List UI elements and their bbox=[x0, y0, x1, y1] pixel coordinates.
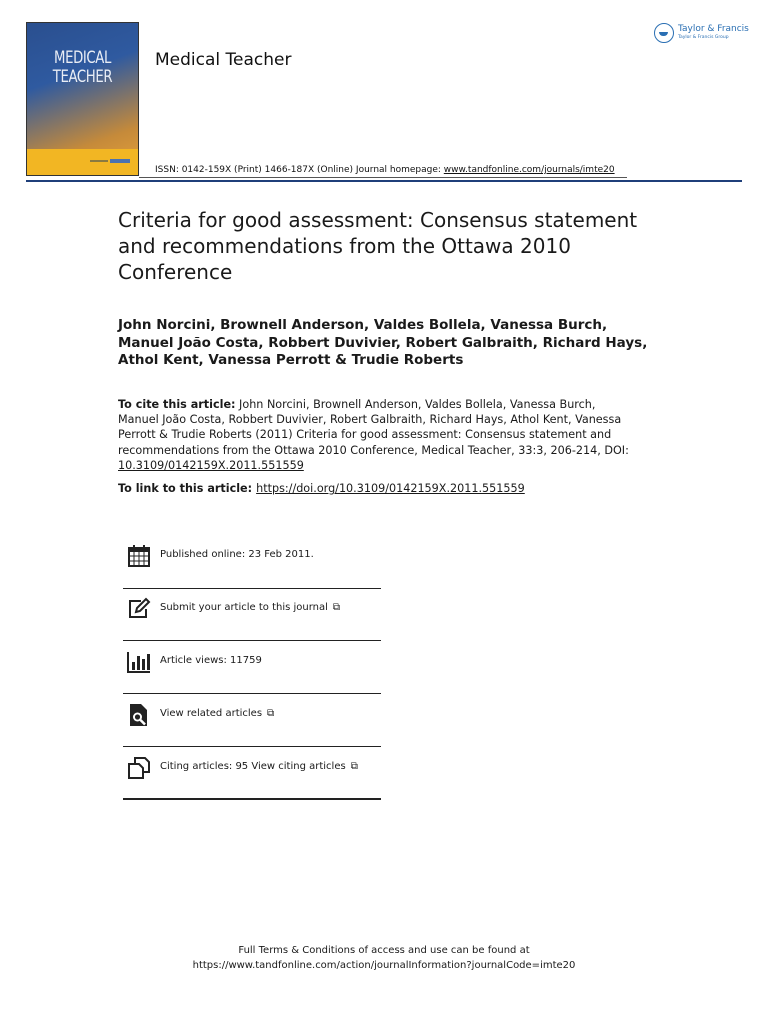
citing-articles-row[interactable] bbox=[123, 756, 381, 796]
edit-icon bbox=[127, 597, 151, 621]
citation-block bbox=[118, 397, 638, 473]
issn-line bbox=[155, 165, 615, 175]
related-articles-link[interactable] bbox=[160, 708, 274, 719]
cover-title bbox=[39, 49, 126, 87]
related-articles-text: View related articles bbox=[160, 708, 263, 719]
terms-url[interactable]: https://www.tandfonline.com/action/journalInformation?journalCode=imte20 bbox=[192, 960, 576, 971]
external-link-icon: ⧉ bbox=[267, 708, 275, 719]
document-search-icon bbox=[127, 703, 151, 727]
related-articles-row[interactable] bbox=[123, 703, 381, 743]
journal-name: Medical Teacher bbox=[155, 50, 292, 70]
calendar-icon bbox=[127, 544, 151, 568]
info-divider-2 bbox=[123, 640, 381, 641]
header-divider-thin bbox=[139, 177, 627, 178]
cover-title-line2: TEACHER bbox=[52, 67, 113, 87]
article-title: Criteria for good assessment: Consensus statement and recommendations from the Ottawa 2010 Conference bbox=[118, 208, 638, 284]
taylor-francis-logo-icon bbox=[654, 23, 674, 43]
article-doi-link[interactable]: https://doi.org/10.3109/0142159X.2011.551559 bbox=[256, 482, 525, 495]
cover-strip bbox=[27, 149, 138, 175]
citation-label: To cite this article: bbox=[118, 398, 236, 411]
citing-articles-text: Citing articles: 95 View citing articles bbox=[160, 761, 346, 772]
terms-footer bbox=[0, 943, 768, 973]
publisher-name: Taylor & Francis bbox=[678, 24, 749, 34]
header-divider bbox=[26, 180, 742, 182]
external-link-icon: ⧉ bbox=[332, 602, 341, 613]
cover-title-line1: MEDICAL bbox=[54, 48, 111, 68]
journal-cover-image bbox=[26, 22, 139, 176]
bar-chart-icon bbox=[127, 650, 151, 674]
citing-documents-icon bbox=[127, 756, 151, 780]
journal-homepage-link[interactable]: www.tandfonline.com/journals/imte20 bbox=[443, 165, 615, 175]
article-views-row bbox=[123, 650, 381, 690]
info-divider-4 bbox=[123, 746, 381, 747]
citation-text: John Norcini, Brownell Anderson, Valdes Bollela, Vanessa Burch, Manuel João Costa, Robbert Duvivier, Robert Galbraith, Richard Hays, Athol Kent, Vanessa Perrott & Trudie Roberts (2011) Criteria for good assessment: Consensus statement and recommendations from the Ottawa 2010 Conference, Medical Teacher, 33:3, 206-214, DOI: bbox=[118, 398, 629, 457]
external-link-icon: ⧉ bbox=[350, 761, 358, 772]
article-views-text: Article views: 11759 bbox=[160, 655, 262, 666]
info-divider-3 bbox=[123, 693, 381, 694]
submit-article-row[interactable] bbox=[123, 597, 381, 637]
article-link-label: To link to this article: bbox=[118, 482, 253, 495]
citation-doi-link[interactable]: 10.3109/0142159X.2011.551559 bbox=[118, 458, 304, 472]
article-link-line bbox=[118, 482, 525, 495]
issn-text: ISSN: 0142-159X (Print) 1466-187X (Online) Journal homepage: bbox=[155, 165, 444, 175]
submit-article-text: Submit your article to this journal bbox=[160, 602, 328, 613]
publisher-group: Taylor & Francis Group bbox=[678, 35, 729, 40]
terms-line: Full Terms & Conditions of access and use can be found at bbox=[238, 945, 530, 956]
citing-articles-link[interactable] bbox=[160, 761, 358, 772]
info-divider-5 bbox=[123, 798, 381, 800]
article-authors: John Norcini, Brownell Anderson, Valdes Bollela, Vanessa Burch, Manuel João Costa, Robbert Duvivier, Robert Galbraith, Richard Hays, Athol Kent, Vanessa Perrott & Trudie Roberts bbox=[118, 317, 648, 368]
submit-article-link[interactable] bbox=[160, 602, 340, 613]
published-online-text: Published online: 23 Feb 2011. bbox=[160, 549, 314, 560]
publisher-logo[interactable] bbox=[654, 22, 749, 46]
info-divider-1 bbox=[123, 588, 381, 589]
published-online-row bbox=[123, 544, 381, 584]
